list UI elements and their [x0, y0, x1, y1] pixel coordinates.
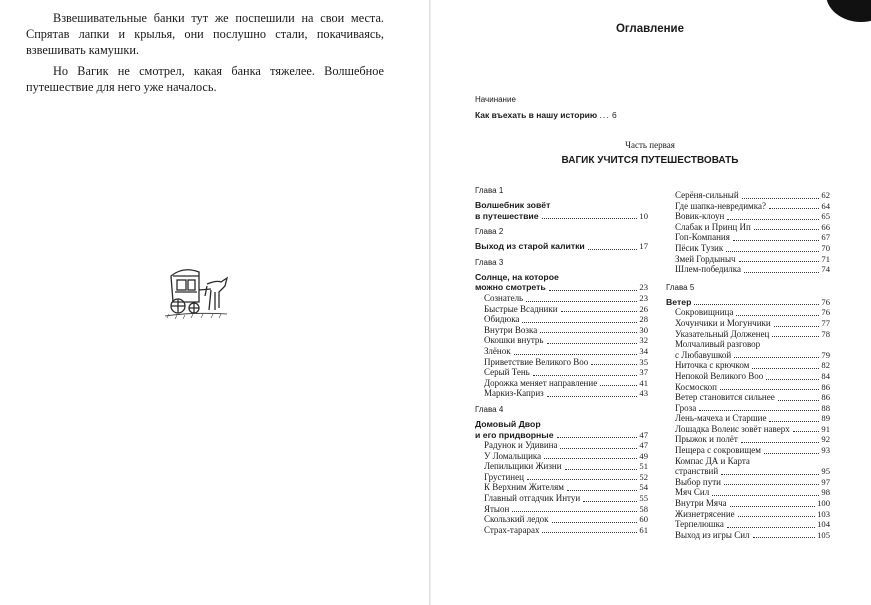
toc-entry	[475, 514, 648, 525]
dot-leader	[772, 336, 819, 337]
toc-entry-title: Главный отгадчик Интуи	[484, 493, 581, 504]
toc-list	[666, 307, 830, 339]
story-text	[26, 10, 384, 95]
toc-entry-page: 104	[817, 519, 830, 530]
toc-entry	[666, 329, 830, 340]
toc-entry-page: 62	[821, 190, 830, 200]
horse-carriage-icon	[163, 262, 233, 322]
left-page	[0, 0, 430, 605]
toc-entry	[475, 378, 648, 389]
dot-leader	[778, 400, 820, 401]
toc-entry-page: 79	[821, 349, 830, 360]
toc-entry-page: 76	[821, 296, 830, 307]
toc-entry	[666, 498, 830, 509]
intro-entry-title: Как въехать в нашу историю	[475, 110, 598, 120]
toc-entry	[475, 493, 648, 504]
dot-leader	[560, 448, 637, 449]
toc-entry-title: Терпелюшка	[675, 519, 724, 530]
toc-entry	[475, 461, 648, 472]
toc-entry	[475, 388, 648, 399]
toc-entry-page: 64	[821, 200, 830, 211]
toc-entry-title: странствий	[675, 466, 719, 477]
toc-entry	[666, 519, 830, 530]
chapter-title: Волшебник зовёт	[475, 200, 551, 210]
toc-entry-title: Злёнок	[484, 345, 511, 356]
toc-entry-page: 58	[639, 503, 648, 514]
dot-leader	[738, 516, 815, 517]
toc-entry-title: Сокровищница	[675, 307, 734, 318]
toc-entry-page: 86	[821, 381, 830, 392]
toc-entry-page: 92	[821, 434, 830, 445]
dot-leader	[527, 479, 638, 480]
toc-entry	[666, 466, 830, 477]
toc-entry-title: Лень-мачеха и Старшие	[675, 413, 767, 424]
toc-entry	[666, 232, 830, 243]
toc-entry-page: 95	[821, 466, 830, 477]
dot-leader	[744, 272, 819, 273]
dot-leader	[730, 506, 816, 507]
toc-entry-title: Дорожка меняет направление	[484, 377, 598, 388]
toc-entry	[475, 482, 648, 493]
toc-entry-title: К Верхним Жителям	[484, 482, 564, 493]
dot-leader	[753, 537, 816, 538]
dot-leader	[736, 315, 819, 316]
toc-entry	[666, 477, 830, 488]
dot-leader	[583, 501, 637, 502]
chapter-label: Глава 2	[475, 227, 504, 237]
toc-entry	[475, 472, 648, 483]
dot-leader	[588, 249, 638, 250]
toc-entry-title: Серёня-сильный	[675, 190, 739, 200]
toc-entry-page: 28	[639, 314, 648, 325]
toc-entry-page: 49	[639, 450, 648, 461]
toc-entry	[666, 403, 830, 414]
toc-entry	[666, 434, 830, 445]
toc-entry-title: Внутри Возка	[484, 324, 538, 335]
part-title: ВАГИК УЧИТСЯ ПУТЕШЕСТВОВАТЬ	[561, 155, 739, 166]
toc-entry-page: 77	[821, 317, 830, 328]
toc-list	[666, 360, 830, 455]
toc-entry-page: 70	[821, 242, 830, 253]
toc-entry-page: 88	[821, 402, 830, 413]
dot-leader	[591, 364, 637, 365]
toc-entry-title: Космоскоп	[675, 381, 717, 392]
toc-entry	[475, 314, 648, 325]
toc-entry-title: У Ломальщика	[484, 450, 542, 461]
toc-entry-title: Выход из старой калитки	[475, 241, 585, 252]
toc-entry	[666, 297, 830, 308]
toc-entry-page: 60	[639, 514, 648, 525]
dot-leader	[766, 379, 819, 380]
toc-entry-title: Скользкий ледок	[484, 514, 549, 525]
toc-entry-title: в путешествие	[475, 210, 539, 221]
toc-entry	[475, 325, 648, 336]
toc-entry-page: 97	[821, 476, 830, 487]
toc-entry	[666, 530, 830, 541]
toc-entry-page: 78	[821, 328, 830, 339]
toc-entry-page: 84	[821, 370, 830, 381]
toc-entry-title: Шлем-победилка	[675, 264, 742, 275]
toc-entry-page: 47	[639, 440, 648, 451]
toc-entry-title: Выбор пути	[675, 476, 721, 487]
toc-entry-title: Лошадка Волеис зовёт наверх	[675, 423, 790, 434]
toc-entry-page: 37	[639, 367, 648, 378]
dot-leader	[512, 511, 637, 512]
toc-entry-page: 100	[817, 498, 830, 509]
toc-entry-title: Прыжок и полёт	[675, 434, 738, 445]
dot-leader	[557, 437, 638, 438]
toc-entry	[666, 201, 830, 212]
toc-entry-page: 47	[639, 429, 648, 440]
toc-entry	[475, 304, 648, 315]
toc-entry-page: 91	[821, 423, 830, 434]
toc-entry-page: 32	[639, 335, 648, 346]
toc-entry-page: 71	[821, 253, 830, 264]
toc-entry	[475, 335, 648, 346]
toc-list	[666, 477, 830, 541]
toc-entry-title: Слабак и Принц Ип	[675, 221, 751, 232]
toc-entry-title: Пёсик Тузик	[675, 242, 724, 253]
toc-entry-title: Маркиз-Каприз	[484, 388, 544, 399]
dot-leader	[549, 290, 638, 291]
part-label: Часть первая	[625, 140, 675, 150]
dot-leader	[514, 354, 638, 355]
toc-entry	[666, 211, 830, 222]
toc-entry-page: 54	[639, 482, 648, 493]
chapter-title: Солнце, на которое	[475, 271, 559, 282]
chapter-label: Глава 1	[475, 186, 504, 195]
toc-entry-title: Ветер становится сильнее	[675, 392, 775, 403]
toc-entry-page: 82	[821, 360, 830, 371]
toc-entry-page: 23	[639, 282, 648, 293]
dot-leader	[712, 495, 819, 496]
dot-leader	[769, 208, 819, 209]
dot-leader	[742, 198, 820, 199]
toc-entry-title: Ветер	[666, 296, 692, 307]
toc-entry	[666, 318, 830, 329]
toc-entry-title: и его придворные	[475, 429, 554, 440]
toc-entry-page: 52	[639, 471, 648, 482]
toc-entry-page: 10	[639, 210, 648, 221]
toc-entry-page: 35	[639, 356, 648, 367]
toc-entry-page: 17	[639, 241, 648, 252]
toc-entry	[666, 222, 830, 233]
toc-entry	[475, 293, 648, 304]
toc-column-left	[475, 186, 648, 535]
dot-leader	[600, 385, 637, 386]
toc-entry-title: Ятыон	[484, 503, 510, 514]
toc-entry	[666, 424, 830, 435]
dot-leader	[540, 332, 637, 333]
toc-entry-page: 55	[639, 493, 648, 504]
toc-entry	[666, 392, 830, 403]
dot-leader	[533, 375, 638, 376]
dot-leader	[754, 229, 820, 230]
toc-entry-title: Вовик-клоун	[675, 211, 725, 222]
toc-title: Оглавление	[615, 23, 685, 35]
dot-leader	[741, 442, 820, 443]
dot-leader	[764, 453, 819, 454]
toc-entry-title: Указательный Долженец	[675, 328, 770, 339]
toc-entry-page: 67	[821, 232, 830, 243]
toc-entry	[475, 525, 648, 536]
toc-entry-title: Сознатель	[484, 292, 524, 303]
toc-entry	[666, 360, 830, 371]
dot-leader	[739, 261, 820, 262]
toc-entry	[475, 346, 648, 357]
dot-leader	[724, 484, 819, 485]
toc-entry	[666, 254, 830, 265]
dot-leader	[752, 368, 819, 369]
intro-label: Начинание	[475, 95, 516, 104]
toc-entry-title: Выход из игры Сил	[675, 529, 750, 540]
intro-entry-dots: ...	[599, 110, 610, 120]
toc-entry-title: Ниточка с крючком	[675, 360, 750, 371]
toc-entry	[666, 243, 830, 254]
toc-entry-title: Хочунчики и Могунчики	[675, 317, 771, 328]
dot-leader	[727, 527, 815, 528]
toc-entry-title: Змей Гордыныч	[675, 253, 736, 264]
toc-entry	[475, 241, 648, 252]
toc-entry-title: Быстрые Всадники	[484, 303, 558, 314]
dot-leader	[734, 357, 819, 358]
dot-leader	[733, 240, 820, 241]
toc-entry	[666, 445, 830, 456]
toc-entry-title: Гоп-Компания	[675, 232, 730, 243]
dot-leader	[774, 326, 820, 327]
dot-leader	[567, 490, 637, 491]
toc-entry-page: 41	[639, 377, 648, 388]
toc-entry-page: 66	[821, 221, 830, 232]
toc-entry-page: 93	[821, 445, 830, 456]
dot-leader	[720, 389, 819, 390]
toc-entry-title: Мяч Сил	[675, 487, 710, 498]
dot-leader	[727, 219, 819, 220]
toc-entry-title: Где шапка-невредимка?	[675, 200, 766, 211]
chapter-label: Глава 5	[666, 282, 695, 292]
toc-entry	[666, 190, 830, 201]
toc-entry-title: Радунок и Удивина	[484, 440, 558, 451]
dot-leader	[793, 431, 820, 432]
toc-entry	[666, 264, 830, 275]
chapter-label: Глава 3	[475, 257, 504, 267]
toc-entry-page: 26	[639, 303, 648, 314]
toc-entry-title: Обидюка	[484, 314, 520, 325]
dot-leader	[769, 421, 819, 422]
dot-leader	[552, 522, 638, 523]
chapter-title: Домовый Двор	[475, 418, 541, 429]
dot-leader	[721, 474, 819, 475]
toc-list	[666, 190, 830, 275]
toc-entry-title: Серый Тень	[484, 367, 530, 378]
toc-entry-page: 65	[821, 211, 830, 222]
toc-column-right	[666, 190, 830, 540]
dot-leader	[547, 396, 638, 397]
dot-leader	[526, 301, 637, 302]
toc-entry-page: 30	[639, 324, 648, 335]
toc-entry-page: 98	[821, 487, 830, 498]
toc-entry-page: 43	[639, 388, 648, 399]
toc-entry	[475, 211, 648, 222]
toc-entry	[666, 307, 830, 318]
toc-entry	[475, 282, 648, 293]
toc-entry-title: с Любавушкой	[675, 349, 732, 360]
toc-entry-page: 89	[821, 413, 830, 424]
toc-list	[475, 293, 648, 399]
toc-entry-title: Приветствие Великого Воо	[484, 356, 589, 367]
toc-entry-title: Непокой Великого Воо	[675, 370, 764, 381]
toc-entry-page: 103	[817, 508, 830, 519]
dot-leader	[522, 322, 637, 323]
toc-entry	[475, 430, 648, 441]
toc-list	[475, 440, 648, 535]
toc-entry	[475, 440, 648, 451]
toc-entry	[475, 504, 648, 515]
dot-leader	[561, 311, 638, 312]
toc-entry-page: 86	[821, 392, 830, 403]
toc-entry-line1: Компас ДА и Карта	[675, 455, 750, 466]
toc-entry	[666, 350, 830, 361]
dot-leader	[699, 410, 819, 411]
dot-leader	[547, 343, 638, 344]
chapter-label: Глава 4	[475, 404, 504, 414]
toc-entry	[475, 451, 648, 462]
toc-entry-title: Грустинец	[484, 471, 524, 482]
dot-leader	[542, 532, 637, 533]
toc-entry-line1: Молчаливый разговор	[675, 339, 761, 350]
intro-entry-page: 6	[612, 110, 617, 120]
toc-entry-page: 105	[817, 529, 830, 540]
toc-entry	[475, 357, 648, 368]
toc-entry	[475, 367, 648, 378]
paragraph: Взвешивательные банки тут же поспешили на свои места. Спрятав лапки и крылья, они послушно стали, покачиваясь, взвешивать камушки.	[26, 11, 384, 57]
toc-entry-title: Окошки внутрь	[484, 335, 544, 346]
toc-entry-title: Страх-тарарах	[484, 524, 540, 535]
toc-entry	[666, 413, 830, 424]
dot-leader	[542, 218, 638, 219]
toc-entry-page: 76	[821, 307, 830, 318]
toc-entry-title: Внутри Мяча	[675, 498, 727, 509]
intro-entry	[475, 110, 617, 120]
toc-entry-title: Жизнетрясение	[675, 508, 735, 519]
toc-entry-title: можно смотреть	[475, 282, 546, 293]
toc-entry-title: Пещера с сокровищем	[675, 445, 761, 456]
toc-entry-page: 51	[639, 461, 648, 472]
toc-entry-page: 61	[639, 524, 648, 535]
paragraph: Но Вагик не смотрел, какая банка тяжелее. Волшебное путешествие для него уже началось.	[26, 64, 384, 94]
toc-entry-page: 23	[639, 292, 648, 303]
toc-entry	[666, 487, 830, 498]
toc-entry-page: 74	[821, 264, 830, 275]
toc-entry-title: Лепильщики Жизни	[484, 461, 562, 472]
toc-entry	[666, 382, 830, 393]
toc-entry	[666, 371, 830, 382]
dot-leader	[565, 469, 638, 470]
dot-leader	[694, 304, 819, 305]
dot-leader	[726, 251, 819, 252]
toc-entry-title: Гроза	[675, 402, 697, 413]
toc-entry-page: 34	[639, 345, 648, 356]
dot-leader	[544, 458, 637, 459]
toc-entry	[666, 509, 830, 520]
